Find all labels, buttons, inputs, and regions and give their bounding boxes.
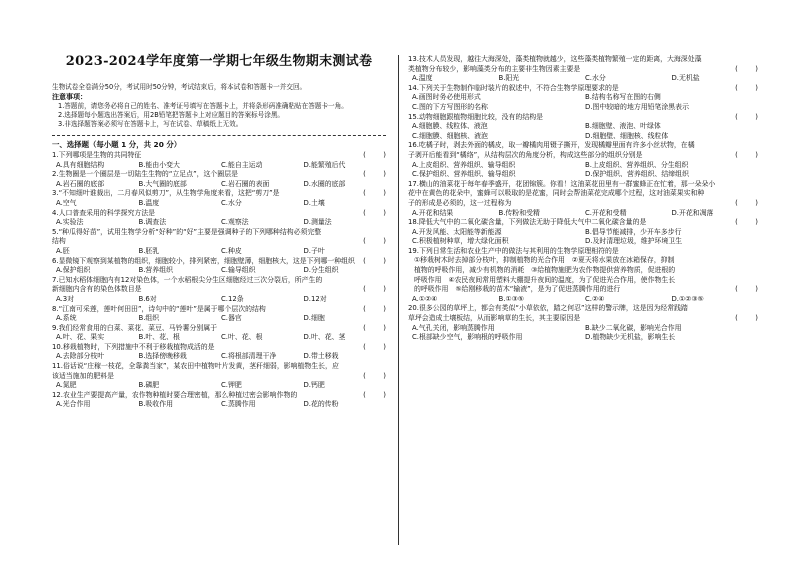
option: D.测量法: [303, 218, 332, 227]
option: D.细胞: [303, 314, 325, 323]
option: C.器官: [221, 314, 242, 323]
answer-bracket: ( ): [363, 323, 386, 332]
question-line: [408, 65, 758, 75]
option: D.分生组织: [303, 266, 339, 275]
question-line: [408, 276, 758, 286]
question: [408, 218, 758, 247]
question-line: [408, 199, 758, 209]
question: [52, 189, 386, 208]
option: D.能繁殖后代: [303, 160, 346, 169]
option: A.叶、花、果实: [56, 333, 105, 342]
statement-text: ①移栽树木时去掉部分枝叶，抑制植物的光合作用 ②夏天将水果放在冰箱保存，抑制: [414, 256, 675, 265]
question-stem-cont: 子剥开后能看到“橘络”，从结构层次的角度分析，构成这些部分的组织分别是: [408, 150, 643, 159]
question-stem: 19.下列日常生活和农业生产中的做法与其利用的生物学原理相符的是: [408, 246, 619, 255]
option: B.传粉和受精: [498, 208, 540, 217]
question: [408, 141, 758, 179]
option: B.调查法: [138, 218, 167, 227]
option: D.及时清理垃圾，维护环境卫生: [585, 237, 683, 246]
question-stem: 13.技术人员发现，越往大海深处，藻类植物就越少，这些藻类植物繁殖一定的距离，大海深处藻: [408, 55, 702, 63]
option: C.能自主运动: [221, 160, 263, 169]
question-line: [408, 285, 758, 295]
question: [52, 228, 386, 257]
option: A.3对: [56, 294, 75, 303]
question-line: [408, 266, 758, 276]
question: [52, 343, 386, 362]
notice-item: 1.答题前，请您务必将自己的姓名、准考证号填写在答题卡上，并将条形码准确粘贴在答题卡一角。: [58, 102, 348, 110]
option: C.岩石圈的表面: [221, 179, 270, 188]
left-question-list: [52, 151, 386, 410]
options-group: [52, 381, 386, 391]
statement-text: 植物的呼吸作用，减少有机物的消耗 ③给植物施肥为农作物提供营养物质，促进根的: [414, 266, 676, 275]
option: D.图中较暗的地方用铅笔涂黑表示: [585, 102, 689, 111]
question-stem: 3.“不知细叶谁裁出，二月春风似剪刀”，从生物学角度来看，这把“剪刀”是: [52, 189, 280, 198]
question-line: [52, 209, 386, 219]
option: A.系统: [56, 314, 77, 323]
question-stem: 12.农业生产要提高产量，农作物种植时要合理密植，那么种植过密会影响作物的: [52, 390, 298, 399]
option: B.6对: [138, 294, 157, 303]
statement-text: 的呼吸作用 ⑤给刚移栽的苗木“输液”，是为了促进蒸腾作用的进行: [414, 285, 621, 294]
notice-item: 3.非选择题答案必须写在答题卡上，写在试卷、草稿纸上无效。: [58, 120, 243, 128]
question-stem-cont: 草坪会造成土壤板结，从而影响草的生长，其主要原因是: [408, 314, 581, 323]
question: [52, 362, 386, 391]
question: [52, 324, 386, 343]
dashed-divider: [52, 135, 386, 136]
option: B.吸收作用: [138, 400, 173, 409]
option: A.去除部分枝叶: [56, 352, 105, 361]
question-line: [52, 391, 386, 401]
option: A.胚: [56, 246, 70, 255]
option: A.气孔关闭，影响蒸腾作用: [412, 323, 495, 332]
question-stem: 7.已知水稻体细胞内有12对染色体，一个水稻根尖分生区细胞经过三次分裂后，所产生的: [52, 275, 323, 284]
option: B.选择傍晚移栽: [138, 352, 187, 361]
option: A.实验法: [56, 218, 84, 227]
option: B.结构名称写在图的右侧: [585, 93, 661, 102]
option: D.12对: [303, 294, 327, 303]
options-group: [408, 93, 758, 112]
question-line: [408, 113, 758, 123]
option: A.①②④: [412, 294, 438, 303]
question-line: [52, 362, 386, 372]
option: B.阳光: [498, 74, 520, 83]
question-line: [52, 228, 386, 238]
question-stem: 17.横山的油菜花于每年春季盛开，花团锦簇。你看！这油菜花田里有一群蜜蜂正在忙着，那一朵朵小: [408, 179, 716, 188]
option: A.画图时务必使用形式: [412, 93, 481, 102]
question-stem: 2.生物圈是一个圈层是一切陆生生物的“立足点”，这个圈层是: [52, 170, 238, 179]
option: D.带土移栽: [303, 352, 339, 361]
option: D.水圈的底部: [303, 179, 346, 188]
question-line: [408, 141, 758, 151]
question-line: [408, 256, 758, 266]
question: [408, 84, 758, 113]
question: [52, 391, 386, 410]
question: [52, 257, 386, 276]
question-stem: 11.俗话说“庄稼一枝花，全靠粪当家”，某农田中植物叶片发黄，茎秆细弱，影响植物生长，应: [52, 362, 339, 371]
question-stem: 10.移栽植物时，下列措施中不利于移栽植物成活的是: [52, 342, 215, 351]
options-group: [52, 247, 386, 257]
answer-bracket: ( ): [735, 64, 758, 73]
answer-bracket: ( ): [363, 285, 386, 294]
question-stem: 15.动物细胞跟植物细胞比较，没有的结构是: [408, 112, 543, 121]
question-line: [52, 237, 386, 247]
option: D.①②③⑤: [671, 294, 704, 303]
question-line: [52, 372, 386, 382]
answer-bracket: ( ): [735, 112, 758, 121]
question-line: [52, 324, 386, 334]
question-stem: 9.我们经常食用的白菜、菜花、菜豆、马铃薯分别属于: [52, 323, 218, 332]
option: B.温度: [138, 198, 160, 207]
option: D.土壤: [303, 198, 325, 207]
answer-bracket: ( ): [363, 170, 386, 179]
question-line: [408, 84, 758, 94]
options-group: [52, 161, 386, 171]
option: B.组织: [138, 314, 160, 323]
question-line: [408, 55, 758, 65]
option: A.开发风能、太阳能等新能源: [412, 227, 502, 236]
option: B.上皮组织、营养组织、分生组织: [585, 160, 689, 169]
option: B.能由小变大: [138, 160, 180, 169]
option: D.植物缺少无机盐，影响生长: [585, 333, 676, 342]
option: C.积极植树种草，增大绿化面积: [412, 237, 509, 246]
option: D.钙肥: [303, 381, 325, 390]
options-group: [52, 352, 386, 362]
option: C.水分: [221, 198, 242, 207]
option: A.上皮组织、营养组织、输导组织: [412, 160, 516, 169]
question-line: [408, 304, 758, 314]
option: C.蒸腾作用: [221, 400, 256, 409]
option: C.钾肥: [221, 381, 242, 390]
option: A.温度: [412, 74, 433, 83]
question: [52, 305, 386, 324]
question: [408, 304, 758, 342]
answer-bracket: ( ): [735, 314, 758, 323]
option: C.种皮: [221, 246, 242, 255]
question-stem: 16.吃橘子时，剥去外面的橘皮，取一瓣橘肉用镊子撕开，发现橘瓣里面有许多小丝状物，在橘: [408, 141, 695, 150]
option: D.叶、花、茎: [303, 333, 346, 342]
option: C.保护组织、营养组织、输导组织: [412, 170, 516, 179]
options-group: [408, 122, 758, 141]
option: C.图的下方写图形的名称: [412, 102, 488, 111]
question: [52, 209, 386, 228]
question-stem-cont: 新细胞内含有的染色体数目是: [52, 285, 142, 294]
option: C.将根部清理干净: [221, 352, 277, 361]
option: A.氮肥: [56, 381, 77, 390]
options-group: [408, 295, 758, 305]
option: D.细胞壁、细胞核、线粒体: [585, 131, 669, 140]
option: D.开花和凋落: [671, 208, 714, 217]
question-stem: 18.降低大气中的二氧化碳含量，下列做法无助于降低大气中二氧化碳含量的是: [408, 218, 647, 227]
question-stem-cont: 类植物分布较少，影响藻类分布的主要非生物因素主要是: [408, 64, 581, 73]
question-line: [408, 314, 758, 324]
question-stem: 4.人口普查采用的科学探究方法是: [52, 208, 156, 217]
question-stem: 14.下列关于生物制作临时装片的叙述中，不符合生物学原理要求的是: [408, 83, 619, 92]
question: [408, 180, 758, 218]
option: C.12条: [221, 294, 244, 303]
answer-bracket: ( ): [363, 256, 386, 265]
options-group: [52, 314, 386, 324]
option: D.无机盐: [671, 74, 700, 83]
options-group: [52, 180, 386, 190]
options-group: [52, 218, 386, 228]
question-stem: 8.“江南可采莲，莲叶何田田”，诗句中的“莲叶”是属于哪个层次的结构: [52, 304, 266, 313]
question-stem: 5.“种瓜得好苗”，试用生物学分析“好种”的“好”主要是强调种子的下列哪种结构必须完整: [52, 227, 322, 236]
statement-text: 呼吸作用 ④农民夜间常用塑料大棚提升夜间的温度，为了促进光合作用，使作物生长: [414, 275, 676, 284]
question-line: [52, 151, 386, 161]
question: [52, 276, 386, 305]
exam-info: 生物试卷全卷满分50分，考试用时50分钟，考试结束后，将本试卷和答题卡一并交回。: [52, 83, 307, 91]
answer-bracket: ( ): [735, 150, 758, 159]
option: A.光合作用: [56, 400, 91, 409]
option: C.开花和受精: [585, 208, 627, 217]
option: D.子叶: [303, 246, 325, 255]
options-group: [52, 295, 386, 305]
question-line: [408, 189, 758, 199]
option: D.花的传粉: [303, 400, 339, 409]
question-line: [52, 285, 386, 295]
question-stem-cont: 结构: [52, 237, 66, 246]
answer-bracket: ( ): [735, 83, 758, 92]
question-stem: 6.显微镜下观察到某植物的组织，细胞较小，排列紧密，细胞壁薄，细胞核大，这是下列哪一种组织: [52, 256, 355, 265]
option: B.倡导节能减排，少开车多步行: [585, 227, 682, 236]
question: [408, 55, 758, 84]
options-group: [408, 228, 758, 247]
question-line: [52, 276, 386, 286]
answer-bracket: ( ): [363, 371, 386, 380]
option: C.细胞膜、细胞核、液泡: [412, 131, 488, 140]
option: A.细胞膜、线粒体、液泡: [412, 122, 488, 131]
option: C.②④: [585, 294, 605, 303]
answer-bracket: ( ): [363, 304, 386, 313]
option: C.输导组织: [221, 266, 256, 275]
options-group: [52, 333, 386, 343]
option: C.观察法: [221, 218, 249, 227]
question-line: [52, 170, 386, 180]
options-group: [408, 324, 758, 343]
question-stem-cont: 子的形成是必须的，这一过程称为: [408, 198, 512, 207]
option: A.具有细胞结构: [56, 160, 105, 169]
options-group: [52, 266, 386, 276]
section-title: 一、选择题（每小题 1 分，共 20 分）: [52, 140, 182, 149]
question-line: [408, 218, 758, 228]
option: C.根部缺少空气，影响根的呼吸作用: [412, 333, 523, 342]
question-line: [408, 151, 758, 161]
left-column: [0, 0, 398, 410]
question-line: [52, 189, 386, 199]
question-stem-cont: 花中在黄色的花朵中，蜜蜂可以吸取的是花蜜，同时会帮油菜花完成哪个过程，这对油菜果实和种: [408, 189, 705, 198]
question-stem: 1.下列哪项是生物的共同特征: [52, 151, 142, 159]
options-group: [408, 74, 758, 84]
answer-bracket: ( ): [363, 342, 386, 351]
options-group: [52, 400, 386, 410]
question: [408, 247, 758, 305]
option: D.保护组织、营养组织、结缔组织: [585, 170, 689, 179]
option: B.大气圈的底部: [138, 179, 187, 188]
options-group: [408, 209, 758, 219]
option: B.营养组织: [138, 266, 173, 275]
option: B.①③⑤: [498, 294, 524, 303]
question: [52, 170, 386, 189]
question: [408, 113, 758, 142]
option: B.缺少二氧化碳，影响光合作用: [585, 323, 682, 332]
question-line: [408, 180, 758, 190]
question-stem: 20.很多公园的草坪上，都会有类似“小草依依，踏之何忍”这样的警示牌，这是因为经常践踏: [408, 304, 688, 313]
notice-header: 注意事项：: [52, 93, 87, 101]
answer-bracket: ( ): [735, 198, 758, 207]
option: A.岩石圈的底部: [56, 179, 105, 188]
option: B.磷肥: [138, 381, 160, 390]
answer-bracket: ( ): [363, 189, 386, 198]
option: B.叶、花、根: [138, 333, 180, 342]
answer-bracket: ( ): [363, 151, 386, 159]
question-stem-cont: 该适当施加的肥料是: [52, 371, 115, 380]
option: B.胚乳: [138, 246, 160, 255]
right-question-list: [408, 55, 758, 343]
answer-bracket: ( ): [363, 237, 386, 246]
option: A.保护组织: [56, 266, 91, 275]
answer-bracket: ( ): [735, 218, 758, 227]
option: C.叶、花、根: [221, 333, 263, 342]
question-line: [52, 257, 386, 267]
answer-bracket: ( ): [363, 390, 386, 399]
option: C.水分: [585, 74, 606, 83]
question-line: [52, 305, 386, 315]
notice-item: 2.选择题每小题选出答案后，用2B铅笔把答题卡上对应题目的答案标号涂黑。: [58, 111, 285, 119]
option: B.细胞壁、液泡、叶绿体: [585, 122, 661, 131]
answer-bracket: ( ): [363, 208, 386, 217]
exam-title: 2023-2024学年度第一学期七年级生物期末测试卷: [65, 54, 373, 69]
option: A.空气: [56, 198, 77, 207]
right-column: [398, 0, 794, 343]
options-group: [408, 161, 758, 180]
question: [52, 151, 386, 170]
option: A.开花和结果: [412, 208, 454, 217]
options-group: [52, 199, 386, 209]
answer-bracket: ( ): [735, 285, 758, 294]
